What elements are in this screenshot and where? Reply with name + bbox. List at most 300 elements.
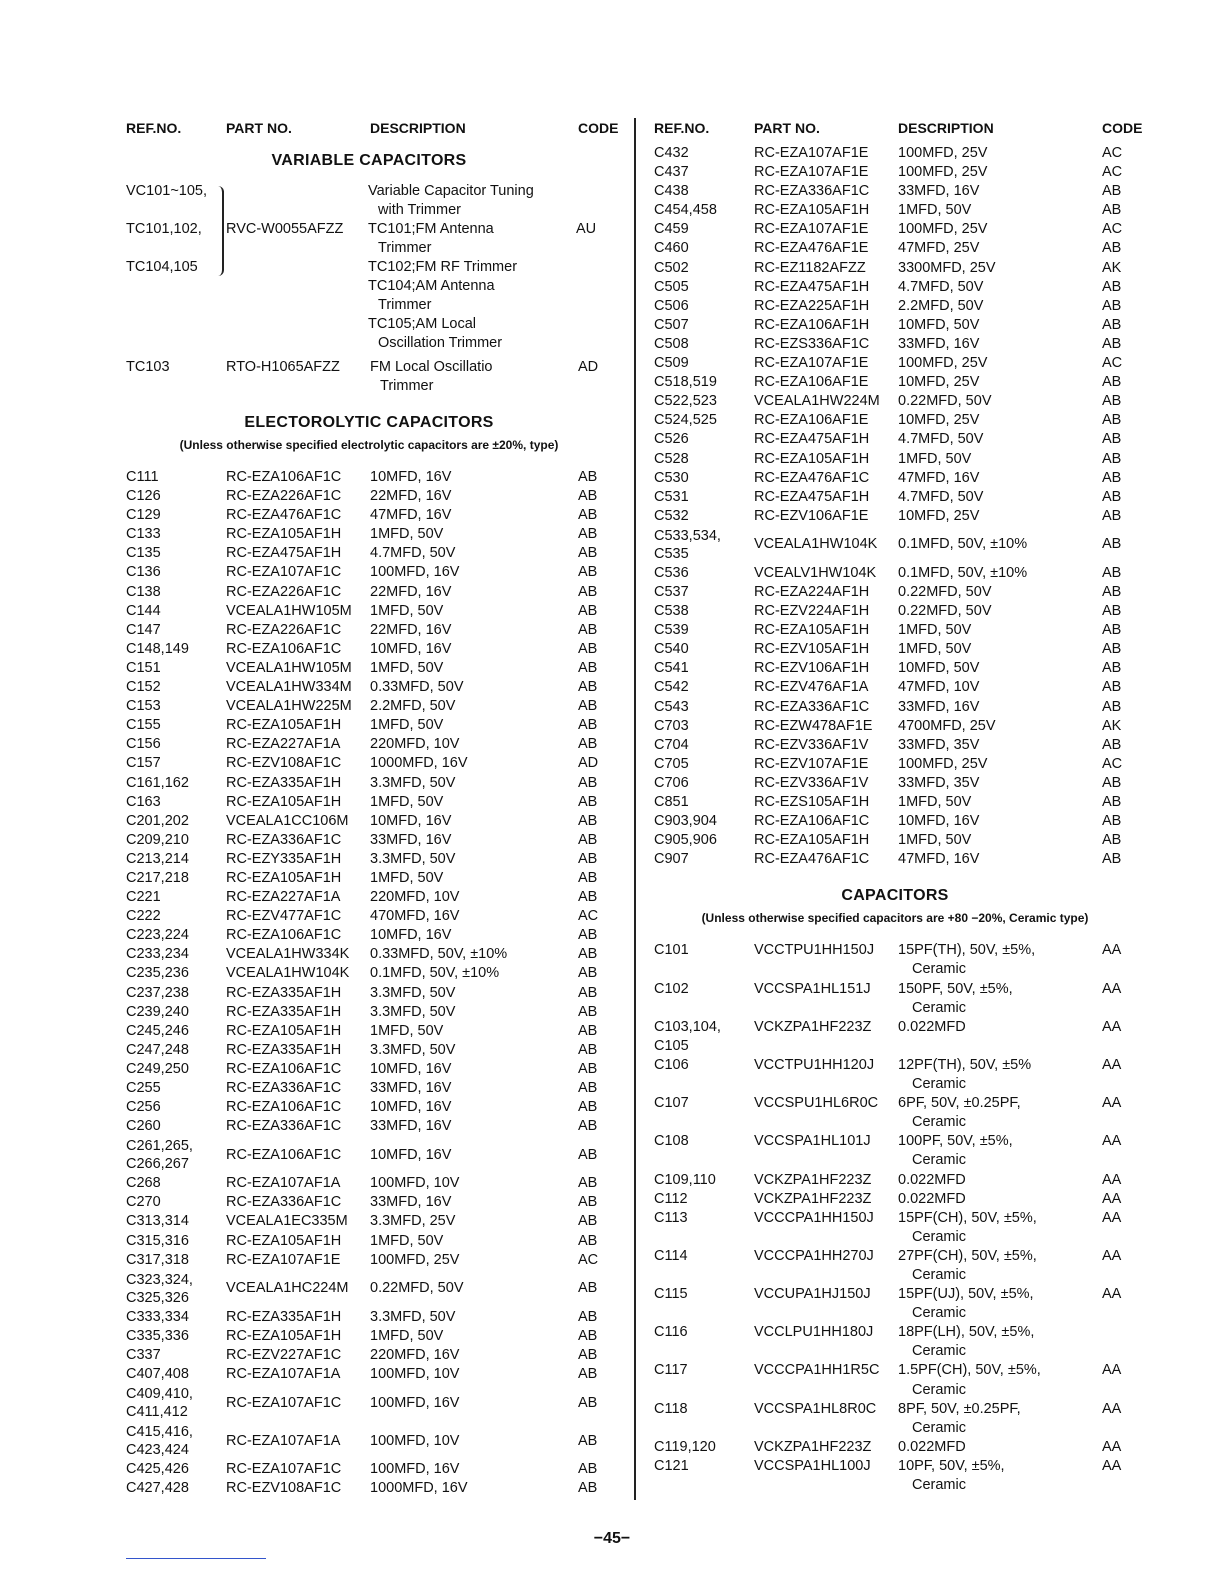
table-row	[654, 1209, 1136, 1247]
ref-cell: C222	[126, 908, 161, 925]
ref-cell: C851	[654, 794, 689, 810]
code-cell: AA	[1102, 1286, 1122, 1303]
code-cell: AB	[1102, 603, 1122, 620]
ref-cell: C705	[654, 755, 689, 772]
ref-cell: C153	[126, 698, 161, 715]
ref-cell: C905,906	[654, 832, 717, 849]
part-number-cell: RC-EZA107AF1C	[226, 564, 342, 581]
table-row	[654, 1438, 1136, 1457]
table-row	[654, 1018, 1136, 1056]
ref-cell: C532	[654, 507, 689, 524]
code-cell: AB	[1102, 431, 1122, 448]
code-cell: AB	[578, 679, 598, 696]
table-row	[654, 507, 1136, 526]
description-cell: 33MFD, 16V	[370, 831, 452, 848]
description-line: 15PF(TH), 50V, ±5%,	[898, 942, 1036, 959]
description-line: 10PF, 50V, ±5%,	[898, 1457, 1005, 1474]
table-row	[126, 774, 612, 793]
description-cell: 1MFD, 50V	[370, 1327, 444, 1344]
ref-cell: C337	[126, 1346, 161, 1363]
description-subline: Ceramic	[912, 1152, 966, 1169]
part-number-cell: VCEALA1HC224M	[226, 1280, 349, 1297]
table-row	[126, 1174, 612, 1193]
vc-desc-line: with Trimmer	[378, 202, 461, 218]
part-number-cell: RC-EZA226AF1C	[226, 621, 342, 638]
ref-cell: C703	[654, 717, 689, 734]
ref-cell: C425,426	[126, 1461, 189, 1478]
part-number-cell: RC-EZA106AF1C	[226, 927, 342, 944]
table-row	[654, 793, 1136, 812]
ref-cell: C541	[654, 660, 689, 677]
header-desc: DESCRIPTION	[370, 120, 466, 136]
description-cell: 3.3MFD, 25V	[370, 1213, 456, 1230]
code-cell: AB	[1102, 240, 1122, 257]
ref-cell: C903,904	[654, 813, 717, 830]
ref-cell: C155	[126, 717, 161, 734]
description-cell	[898, 1400, 1102, 1438]
description-cell: 3.3MFD, 50V	[370, 774, 456, 791]
description-cell	[898, 1323, 1102, 1361]
part-number-cell: RC-EZA105AF1H	[226, 1022, 342, 1039]
ref-cell: C136	[126, 564, 161, 581]
description-cell: 1MFD, 50V	[898, 622, 972, 639]
ref-cell: C217,218	[126, 869, 189, 886]
ref-cell: C530	[654, 469, 689, 486]
description-cell	[898, 1018, 1102, 1056]
ref-cell: C152	[126, 679, 161, 696]
description-cell: 33MFD, 16V	[370, 1080, 452, 1096]
part-number-cell: RC-EZV224AF1H	[754, 603, 870, 620]
description-cell	[898, 1171, 1102, 1190]
code-cell: AB	[578, 1060, 598, 1077]
code-cell: AB	[578, 1118, 598, 1135]
description-line: 0.022MFD	[898, 1438, 966, 1455]
description-cell: 22MFD, 16V	[370, 488, 452, 505]
description-cell: 10MFD, 16V	[370, 1060, 452, 1077]
description-line: 8PF, 50V, ±0.25PF,	[898, 1400, 1021, 1417]
electrolytic-left-table	[126, 468, 612, 1498]
code-cell: AB	[1102, 202, 1122, 219]
ref-cell: C108	[654, 1133, 689, 1150]
table-row	[654, 335, 1136, 354]
description-cell	[898, 1190, 1102, 1209]
part-number-cell: RC-EZA105AF1H	[226, 793, 342, 810]
right-column	[654, 110, 1143, 1495]
table-row	[126, 1251, 612, 1270]
part-number-cell: RC-EZV106AF1H	[754, 660, 870, 677]
part-number-cell: VCKZPA1HF223Z	[754, 1018, 872, 1035]
code-cell: AB	[578, 927, 598, 944]
table-row	[654, 621, 1136, 640]
vc-desc-line: Trimmer	[378, 240, 432, 256]
header-ref: REF.NO.	[654, 120, 710, 136]
part-number-cell: RC-EZA476AF1E	[754, 240, 869, 257]
table-row	[654, 980, 1136, 1018]
table-row	[654, 488, 1136, 507]
ref-cell: C133	[126, 526, 161, 543]
ref-cell: C221	[126, 889, 161, 906]
code-cell: AB	[578, 869, 598, 886]
part-number-cell: RC-EZ1182AFZZ	[754, 259, 866, 276]
part-number-cell: RC-EZA335AF1H	[226, 1003, 342, 1020]
code-cell	[1102, 1323, 1136, 1361]
code-cell: AB	[1102, 564, 1122, 581]
part-number-cell: RC-EZV477AF1C	[226, 908, 342, 925]
ref-cell: C509	[654, 355, 689, 372]
table-row	[126, 1212, 612, 1231]
description-cell: 10MFD, 16V	[370, 927, 452, 944]
description-cell: 4.7MFD, 50V	[370, 545, 456, 562]
ref-cell: C156	[126, 736, 161, 753]
description-subline: Ceramic	[912, 961, 966, 978]
code-cell: AB	[578, 1041, 598, 1058]
right-header-row	[654, 110, 1143, 136]
code-cell: AA	[1102, 942, 1122, 959]
ref-cell: C111	[126, 469, 159, 485]
part-number-cell: RC-EZV108AF1C	[226, 755, 342, 772]
part-number-cell: RC-EZA105AF1H	[226, 526, 342, 543]
table-row	[654, 1190, 1136, 1209]
description-cell: 47MFD, 16V	[898, 469, 980, 486]
capacitors-note: (Unless otherwise specified capacitors are +80 −20%, Ceramic type)	[701, 911, 1089, 926]
part-number-cell: RC-EZS105AF1H	[754, 794, 870, 810]
description-cell: 100MFD, 16V	[370, 1461, 460, 1478]
description-cell: 1MFD, 50V	[898, 450, 972, 467]
table-row	[126, 945, 612, 964]
part-number-cell: RC-EZA475AF1H	[754, 278, 870, 295]
ref-cell: C270	[126, 1194, 161, 1211]
ref-cell: C518,519	[654, 374, 717, 391]
part-number-cell: RC-EZV107AF1E	[754, 755, 869, 772]
code-cell: AB	[578, 831, 598, 848]
code-cell: AB	[578, 1175, 598, 1192]
vc-desc-line: TC101;FM Antenna	[368, 221, 494, 237]
ref-cell: C121	[654, 1457, 689, 1474]
ref-cell: C528	[654, 450, 689, 467]
description-cell: 100MFD, 16V	[370, 564, 460, 581]
ref-cell: C256	[126, 1099, 161, 1116]
description-line: 0.022MFD	[898, 1018, 966, 1035]
table-row	[126, 506, 612, 525]
table-row	[654, 602, 1136, 621]
table-row	[126, 1003, 612, 1022]
description-cell: 10MFD, 16V	[370, 1099, 452, 1116]
description-cell: 1MFD, 50V	[370, 1232, 444, 1249]
table-row	[126, 1041, 612, 1060]
header-code: CODE	[578, 120, 619, 136]
description-subline: Ceramic	[912, 1381, 966, 1398]
description-subline: Ceramic	[912, 1228, 966, 1245]
table-row	[654, 182, 1136, 201]
part-number-cell: RC-EZA335AF1H	[226, 1308, 342, 1325]
ref-cell: C333,334	[126, 1308, 189, 1325]
part-number-cell: RC-EZA107AF1A	[226, 1175, 341, 1192]
part-number-cell: VCCTPU1HH150J	[754, 942, 875, 959]
part-number-cell: VCCLPU1HH180J	[754, 1324, 874, 1341]
table-row	[126, 869, 612, 888]
table-row	[654, 1361, 1136, 1399]
table-row	[654, 411, 1136, 430]
part-number-cell: VCKZPA1HF223Z	[754, 1438, 872, 1455]
ref-cell: C540	[654, 641, 689, 658]
part-number-cell: RC-EZA107AF1A	[226, 1366, 341, 1383]
description-cell: 47MFD, 16V	[898, 851, 980, 868]
table-row	[126, 735, 612, 754]
table-row	[654, 239, 1136, 258]
description-cell: 1MFD, 50V	[898, 832, 972, 849]
ref-cell: C415,416, C423,424	[126, 1424, 193, 1459]
code-cell: AA	[1102, 1457, 1122, 1474]
code-cell: AB	[1102, 813, 1122, 830]
vc-ref-1: VC101~105,	[126, 183, 208, 199]
table-row	[126, 812, 612, 831]
ref-cell: C126	[126, 488, 161, 505]
ref-cell: C526	[654, 431, 689, 448]
code-cell: AB	[578, 774, 598, 791]
description-cell: 0.1MFD, 50V, ±10%	[370, 965, 500, 982]
code-cell: AB	[1102, 736, 1122, 753]
vc-desc-line: Trimmer	[378, 297, 432, 313]
vc-desc-line: TC105;AM Local	[368, 316, 476, 332]
code-cell: AB	[578, 1308, 598, 1325]
code-cell: AA	[1102, 1209, 1122, 1226]
code-cell: AK	[1102, 259, 1122, 276]
description-cell	[898, 941, 1102, 979]
description-line: 27PF(CH), 50V, ±5%,	[898, 1247, 1037, 1264]
code-cell: AB	[1102, 679, 1122, 696]
part-number-cell: RC-EZA107AF1E	[226, 1251, 341, 1268]
description-cell: 33MFD, 16V	[370, 1194, 452, 1211]
ref-cell: C506	[654, 297, 689, 314]
part-number-cell: RC-EZA335AF1H	[226, 1041, 342, 1058]
ref-cell: C116	[654, 1324, 688, 1341]
part-number-cell: RC-EZA105AF1H	[226, 869, 342, 886]
code-cell: AC	[1102, 221, 1123, 238]
code-cell: AB	[578, 965, 598, 982]
ref-cell: C409,410, C411,412	[126, 1386, 193, 1421]
ref-cell: C235,236	[126, 965, 189, 982]
table-row	[654, 678, 1136, 697]
part-number-cell: RC-EZA105AF1H	[754, 202, 870, 219]
ref-cell: C260	[126, 1118, 161, 1135]
table-row	[126, 1193, 612, 1212]
code-cell: AC	[578, 1251, 599, 1268]
part-number-cell: RC-EZV336AF1V	[754, 736, 869, 753]
description-cell: 33MFD, 16V	[898, 698, 980, 715]
description-cell: 3.3MFD, 50V	[370, 984, 456, 1001]
part-number-cell: RC-EZA106AF1C	[226, 1146, 342, 1163]
ref-cell: C502	[654, 259, 689, 276]
code-cell: AB	[578, 736, 598, 753]
ref-cell: C537	[654, 583, 689, 600]
part-number-cell: RC-EZV476AF1A	[754, 679, 869, 696]
code-cell: AB	[1102, 183, 1122, 200]
code-cell: AB	[1102, 507, 1122, 524]
ref-cell: C101	[654, 942, 689, 959]
ref-cell: C427,428	[126, 1480, 189, 1497]
part-number-cell: VCCTPU1HH120J	[754, 1056, 875, 1073]
code-cell: AB	[578, 717, 598, 734]
ref-cell: C118	[654, 1400, 688, 1417]
code-cell: AB	[1102, 412, 1122, 429]
left-column	[126, 110, 619, 1498]
description-cell: 4700MFD, 25V	[898, 717, 996, 734]
ref-cell: C704	[654, 736, 689, 753]
ref-cell: C247,248	[126, 1041, 189, 1058]
part-number-cell: VCEALA1EC335M	[226, 1213, 348, 1230]
description-cell: 100MFD, 16V	[370, 1394, 460, 1411]
ref-cell: C114	[654, 1247, 688, 1264]
description-cell: 1MFD, 50V	[898, 641, 972, 658]
table-row	[126, 1422, 612, 1460]
table-row	[654, 812, 1136, 831]
description-line: 0.022MFD	[898, 1171, 966, 1188]
description-cell: 1000MFD, 16V	[370, 1480, 468, 1497]
part-number-cell: RC-EZA107AF1E	[754, 164, 869, 181]
table-row	[126, 850, 612, 869]
table-row	[126, 1270, 612, 1308]
ref-cell: C407,408	[126, 1366, 189, 1383]
description-cell: 47MFD, 25V	[898, 240, 980, 257]
code-cell: AB	[578, 1432, 598, 1449]
description-cell: 3.3MFD, 50V	[370, 850, 456, 867]
part-number-cell: VCCSPA1HL100J	[754, 1457, 871, 1474]
description-cell: 10MFD, 16V	[370, 640, 452, 657]
ref-cell: C505	[654, 278, 689, 295]
table-row	[654, 659, 1136, 678]
part-number-cell: VCCUPA1HJ150J	[754, 1286, 871, 1303]
description-cell: 100MFD, 25V	[898, 145, 988, 161]
code-cell: AB	[1102, 278, 1122, 295]
code-cell: AC	[1102, 145, 1123, 161]
description-cell: 100MFD, 10V	[370, 1175, 460, 1192]
description-subline: Ceramic	[912, 1076, 966, 1093]
code-cell: AA	[1102, 1095, 1122, 1112]
table-row	[126, 487, 612, 506]
table-row	[654, 201, 1136, 220]
description-cell: 0.1MFD, 50V, ±10%	[898, 536, 1028, 553]
description-cell: 4.7MFD, 50V	[898, 431, 984, 448]
code-cell: AB	[1102, 832, 1122, 849]
code-cell: AB	[1102, 335, 1122, 352]
description-cell: 100MFD, 10V	[370, 1366, 460, 1383]
left-header-row	[126, 110, 619, 136]
table-row	[654, 297, 1136, 316]
code-cell: AB	[1102, 316, 1122, 333]
part-number-cell: RC-EZA106AF1C	[754, 813, 870, 830]
part-number-cell: RC-EZA227AF1A	[226, 736, 341, 753]
tc103-code: AD	[578, 359, 599, 375]
description-line: 150PF, 50V, ±5%,	[898, 980, 1013, 997]
code-cell: AB	[578, 850, 598, 867]
part-number-cell: VCKZPA1HF223Z	[754, 1190, 872, 1207]
description-cell: 1MFD, 50V	[370, 659, 444, 676]
vc-desc-line: TC102;FM RF Trimmer	[368, 259, 518, 275]
ref-cell: C268	[126, 1175, 161, 1192]
code-cell: AB	[578, 1099, 598, 1116]
code-cell: AK	[1102, 717, 1122, 734]
description-cell: 33MFD, 35V	[898, 736, 980, 753]
table-row	[654, 1171, 1136, 1190]
table-row	[126, 1117, 612, 1136]
table-row	[654, 698, 1136, 717]
description-line: 1.5PF(CH), 50V, ±5%,	[898, 1362, 1041, 1379]
table-row	[654, 850, 1136, 869]
description-cell: 47MFD, 10V	[898, 679, 980, 696]
electrolytic-title: ELECTOROLYTIC CAPACITORS	[244, 414, 494, 431]
ref-cell: C454,458	[654, 202, 717, 219]
description-cell: 220MFD, 16V	[370, 1346, 460, 1363]
table-row	[654, 220, 1136, 239]
ref-cell: C239,240	[126, 1003, 189, 1020]
code-cell: AB	[578, 1232, 598, 1249]
description-cell: 0.22MFD, 50V	[898, 393, 992, 410]
ref-cell: C144	[126, 602, 161, 619]
code-cell: AB	[578, 526, 598, 543]
description-cell: 470MFD, 16V	[370, 908, 460, 925]
table-row	[126, 1308, 612, 1327]
vc-desc-line: TC104;AM Antenna	[368, 278, 495, 294]
header-desc: DESCRIPTION	[898, 120, 994, 136]
ref-cell: C113	[654, 1209, 688, 1226]
description-cell: 1MFD, 50V	[898, 202, 972, 219]
code-cell: AB	[578, 1327, 598, 1344]
description-cell: 22MFD, 16V	[370, 583, 452, 600]
ref-cell: C148,149	[126, 640, 189, 657]
code-cell: AB	[1102, 374, 1122, 391]
table-row	[126, 678, 612, 697]
part-number-cell: RC-EZA336AF1C	[226, 1194, 342, 1211]
tc103-desc-line: FM Local Oscillatio	[370, 359, 493, 375]
part-number-cell: RC-EZA335AF1H	[226, 774, 342, 791]
ref-cell: C119,120	[654, 1438, 716, 1455]
ref-cell: C533,534, C535	[654, 527, 721, 562]
code-cell: AA	[1102, 1056, 1122, 1073]
code-cell: AB	[578, 507, 598, 524]
description-cell	[898, 1438, 1102, 1457]
ref-cell: C335,336	[126, 1327, 189, 1344]
description-cell: 100MFD, 25V	[370, 1251, 460, 1268]
table-row	[126, 716, 612, 735]
description-line: 12PF(TH), 50V, ±5%	[898, 1056, 1032, 1073]
description-cell	[898, 1209, 1102, 1247]
description-cell: 1MFD, 50V	[370, 526, 444, 543]
part-number-cell: RC-EZA224AF1H	[754, 583, 870, 600]
code-cell: AB	[578, 640, 598, 657]
table-row	[654, 1323, 1136, 1361]
table-row	[126, 468, 612, 487]
code-cell: AB	[1102, 469, 1122, 486]
part-number-cell: RC-EZA107AF1E	[754, 221, 869, 238]
part-number-cell: RC-EZA105AF1H	[754, 622, 870, 639]
description-cell: 0.22MFD, 50V	[898, 583, 992, 600]
part-number-cell: RC-EZA105AF1H	[754, 450, 870, 467]
description-cell: 3.3MFD, 50V	[370, 1308, 456, 1325]
part-number-cell: RC-EZA226AF1C	[226, 488, 342, 505]
code-cell: AB	[578, 1003, 598, 1020]
description-cell: 1MFD, 50V	[370, 717, 444, 734]
table-row	[654, 450, 1136, 469]
part-number-cell: RC-EZA107AF1A	[226, 1432, 341, 1449]
part-number-cell: RC-EZA105AF1H	[226, 717, 342, 734]
description-cell: 4.7MFD, 50V	[898, 278, 984, 295]
table-row	[126, 1384, 612, 1422]
description-cell: 220MFD, 10V	[370, 736, 460, 753]
table-row	[654, 1400, 1136, 1438]
description-cell: 10MFD, 25V	[898, 507, 980, 524]
table-row	[654, 144, 1136, 163]
ref-cell: C112	[654, 1190, 688, 1207]
